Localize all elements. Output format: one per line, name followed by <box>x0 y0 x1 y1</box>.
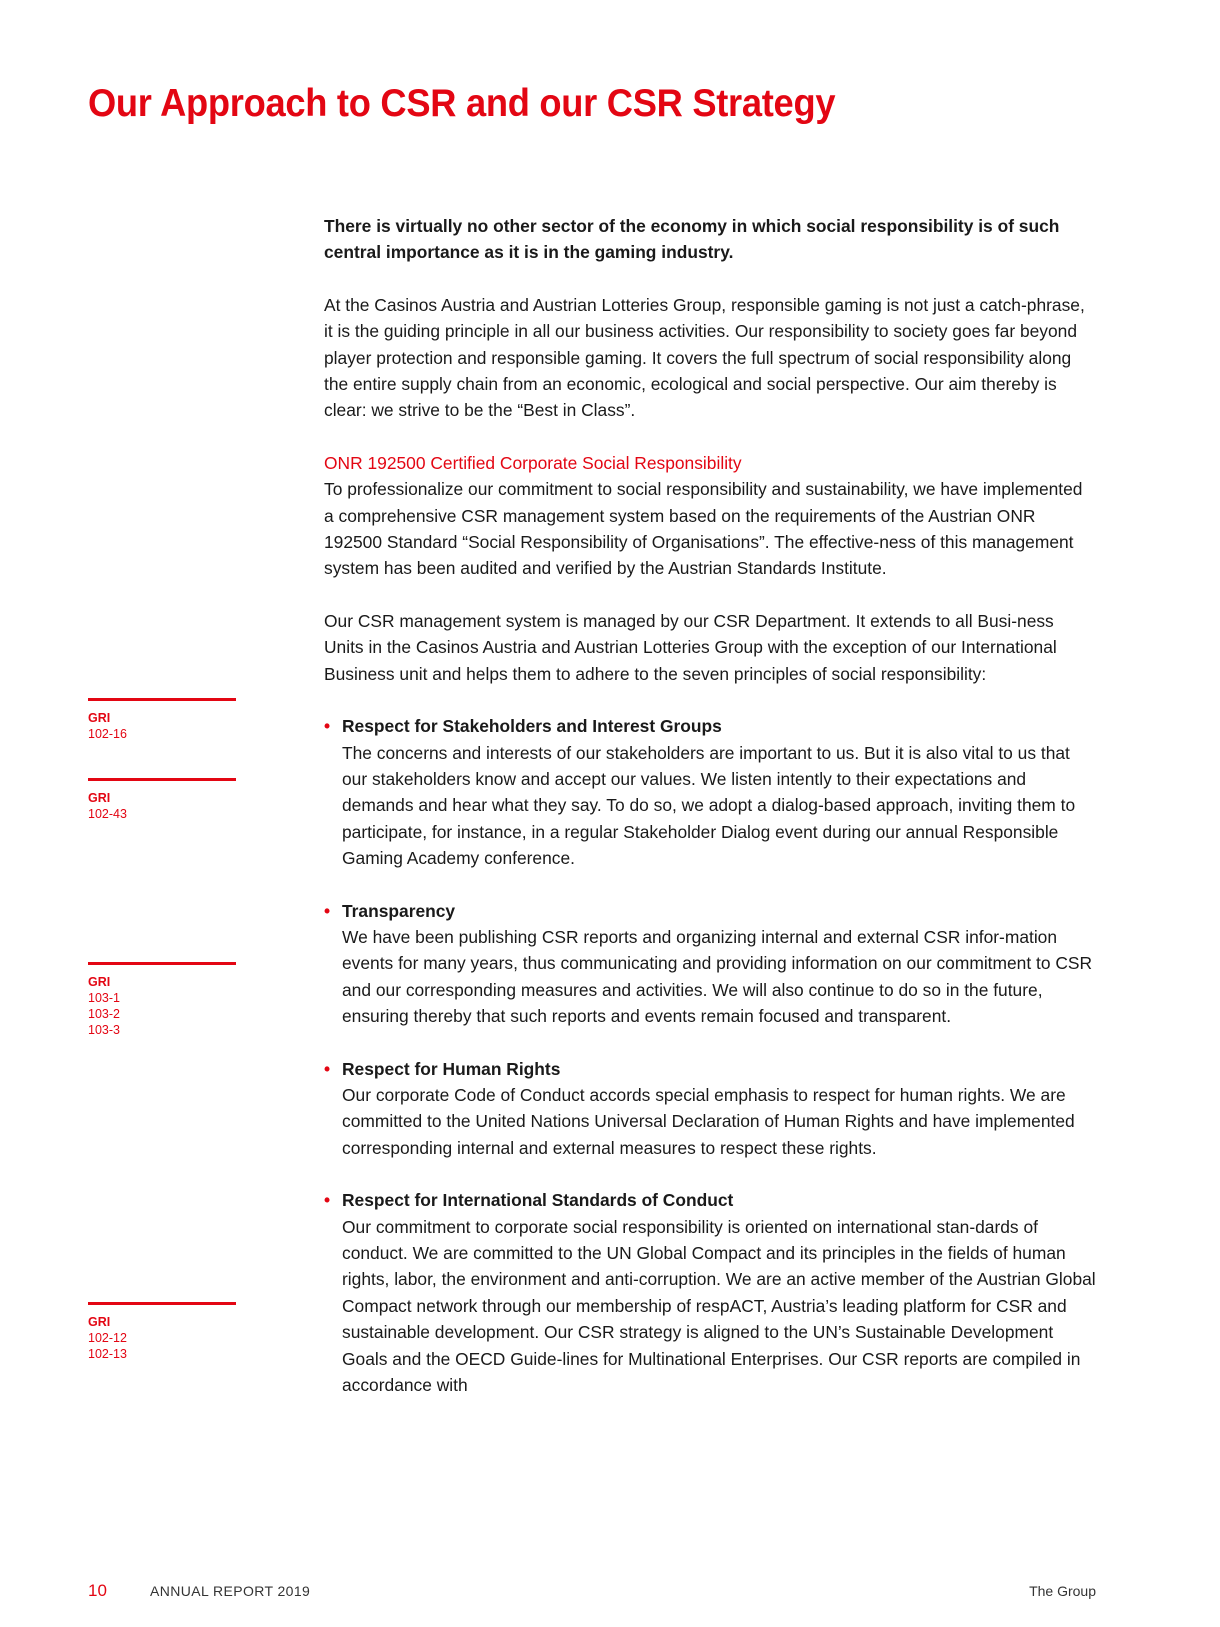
principles-list <box>324 713 1096 1398</box>
page-title: Our Approach to CSR and our CSR Strategy <box>88 82 836 125</box>
principle-title: Respect for International Standards of Conduct <box>342 1190 734 1211</box>
report-title: ANNUAL REPORT 2019 <box>150 1583 311 1599</box>
gri-code: 102-43 <box>88 807 127 821</box>
principle-title: Respect for Human Rights <box>342 1058 561 1079</box>
list-item <box>324 1056 1096 1162</box>
lead-paragraph: There is virtually no other sector of the economy in which social responsibility is of such central importance as it is in the gaming industry. <box>324 216 1060 263</box>
gri-tag <box>88 1302 236 1362</box>
onr-paragraph: To professionalize our commitment to social responsibility and sustainability, we have implemented a comprehensive CSR management system based on the requirements of the Austrian ONR 192500 Standard “Social Responsibility of Organisations”. The effective-ness of this management system has been audited and verified by the Austrian Standards Institute. <box>324 479 1083 579</box>
gri-label: GRI <box>88 975 111 989</box>
list-item <box>324 1187 1096 1398</box>
gri-tag <box>88 778 236 822</box>
gri-code: 103-1 <box>88 991 120 1005</box>
list-item <box>324 898 1096 1030</box>
principle-title: Respect for Stakeholders and Interest Groups <box>342 716 722 737</box>
principle-text: Our corporate Code of Conduct accords special emphasis to respect for human rights. We are committed to the United Nations Universal Declaration of Human Rights and have implemented corresponding internal and external measures to respect these rights. <box>342 1084 1075 1158</box>
bullet-icon: • <box>324 1190 331 1211</box>
bullet-icon: • <box>324 1058 331 1079</box>
bullet-icon: • <box>324 716 331 737</box>
page-footer <box>0 1581 1220 1605</box>
gri-code: 102-13 <box>88 1347 127 1361</box>
principle-text: Our commitment to corporate social responsibility is oriented on international stan-dards of conduct. We are committed to the UN Global Compact and its principles in the fields of human rights, labor, the environment and anti-corruption. We are an active member of the Austrian Global Compact network through our membership of respACT, Austria’s leading platform for CSR and sustainable development. Our CSR strategy is aligned to the UN’s Sustainable Development Goals and the OECD Guide-lines for Multinational Enterprises. Our CSR reports are compiled in accordance with <box>342 1216 1096 1396</box>
gri-label: GRI <box>88 1315 111 1329</box>
page-number: 10 <box>88 1581 107 1600</box>
gri-code: 102-16 <box>88 727 127 741</box>
management-paragraph: Our CSR management system is managed by our CSR Department. It extends to all Busi-ness Units in the Casinos Austria and Austrian Lotteries Group with the exception of our International Business unit and helps them to adhere to the seven principles of social responsibility: <box>324 610 1057 684</box>
intro-paragraph: At the Casinos Austria and Austrian Lotteries Group, responsible gaming is not just a catch-phrase, it is the guiding principle in all our business activities. Our responsibility to society goes far beyond player protection and responsible gaming. It covers the full spectrum of social responsibility along the entire supply chain from an economic, ecological and social perspective. Our aim thereby is clear: we strive to be the “Best in Class”. <box>324 294 1085 421</box>
principle-text: We have been publishing CSR reports and organizing internal and external CSR infor-mation events for many years, thus communicating and providing information on our commitment to CSR and our corresponding measures and activities. We will also continue to do so in the future, ensuring thereby that such reports and events remain focused and transparent. <box>342 926 1093 1027</box>
gri-tag <box>88 962 236 1038</box>
list-item <box>324 713 1096 871</box>
principle-title: Transparency <box>342 900 456 921</box>
section-name: The Group <box>1029 1583 1096 1599</box>
bullet-icon: • <box>324 900 331 921</box>
gri-label: GRI <box>88 711 111 725</box>
gri-code: 102-12 <box>88 1331 127 1345</box>
section-heading-onr: ONR 192500 Certified Corporate Social Responsibility <box>324 452 742 473</box>
gri-code: 103-3 <box>88 1023 120 1037</box>
main-content <box>324 213 1096 1424</box>
principle-text: The concerns and interests of our stakeholders are important to us. But it is also vital to us that our stakeholders know and accept our values. We listen intently to their expectations and demands and hear what they say. To do so, we adopt a dialog-based approach, inviting them to participate, for instance, in a regular Stakeholder Dialog event during our annual Responsible Gaming Academy conference. <box>342 742 1076 869</box>
gri-code: 103-2 <box>88 1007 120 1021</box>
gri-tag <box>88 698 236 742</box>
gri-label: GRI <box>88 791 111 805</box>
